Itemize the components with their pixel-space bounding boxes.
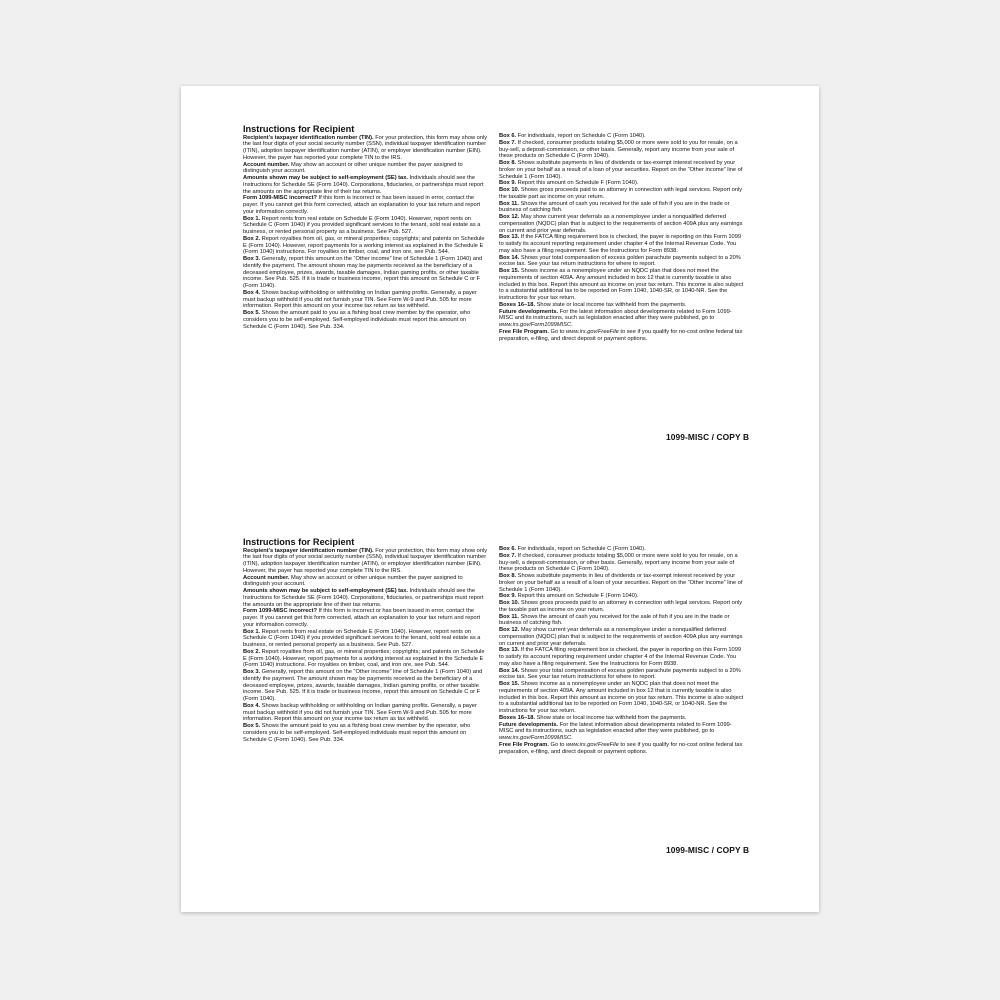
paragraph-heading: Box 3. [243, 256, 261, 262]
instruction-paragraph [499, 600, 745, 614]
paragraph-heading: Box 6. [499, 546, 517, 552]
paragraph-text: Shows income as a nonemployee under an NQDC plan that does not meet the requirements of section 409A. Any amount included in box 12 that is currently taxable is also included in this box. Report this amount as income on your tax return. This income is also subject to a substantial additional tax to be reported on Form 1040, 1040-SR, or 1040-NR. See the instructions for your tax return. [499, 268, 744, 301]
paragraph-heading: Box 10. [499, 187, 520, 193]
paragraph-text: Shows your total compensation of excess golden parachute payments subject to a 20% excise tax. See your tax return instructions for where to report. [499, 667, 741, 681]
paragraph-text: Shows substitute payments in lieu of dividends or tax-exempt interest received by your broker on your behalf as a result of a loan of your securities. Report on the “Other income” line of Schedule 1 (Form 1040). [499, 160, 743, 180]
paragraph-heading: Box 4. [243, 289, 261, 296]
form-copy-label: 1099-MISC / COPY B [666, 432, 750, 442]
paragraph-text: Shows backup withholding or withholding on Indian gaming profits. Generally, a payer must backup withhold if you did not furnish your TIN. See Form W-9 and Pub. 505 for more information. Report this amount on your income tax return as tax withheld. [243, 702, 477, 723]
paragraph-heading: Box 14. [499, 667, 520, 674]
paragraph-text: Shows the amount paid to you as a fishing boat crew member by the operator, who considers you to be self-employed. Self-employed individuals must report this amount on Schedule C (Form 1040). See Pub. 334. [243, 310, 471, 330]
instruction-paragraph [499, 681, 745, 715]
instruction-paragraph [243, 575, 489, 589]
paragraph-heading: Box 8. [499, 160, 517, 166]
instruction-paragraph [499, 742, 745, 756]
paragraph-heading: Box 11. [499, 613, 519, 620]
instruction-paragraph [243, 256, 489, 290]
paragraph-text: If this form is incorrect or has been issued in error, contact the payer. If you cannot get this form corrected, attach an explanation to your tax return and report your information correctly. [243, 195, 481, 215]
web-address: www.irs.gov/Form1099MISC [499, 735, 572, 741]
instruction-paragraph [243, 195, 489, 215]
paragraph-text: If checked, consumer products totaling $5,000 or more were sold to you for resale, on a buy-sell, a deposit-commission, or other basis. Generally, report any income from your sale of these products on Schedule C (Form 1040). [499, 139, 738, 160]
paragraph-heading: Box 6. [499, 133, 517, 139]
paragraph-heading: Box 13. [499, 647, 520, 654]
paragraph-text: Shows your total compensation of excess golden parachute payments subject to a 20% excise tax. See your tax return instructions for where to report. [499, 254, 741, 268]
paragraph-text: May show current year deferrals as a nonemployee under a nonqualified deferred compensation (NQDC) plan that is subject to the requirements of section 409A plus any earnings on current and prior year deferrals. [499, 214, 743, 234]
paragraph-text: If the FATCA filing requirement box is checked, the payer is reporting on this Form 1099 to satisfy its account reporting requirement under chapter 4 of the Internal Revenue Code. You may also have a filing requirement. See the Instructions for Form 8938. [499, 234, 742, 254]
instructions-heading: Instructions for Recipient [243, 124, 355, 134]
paragraph-text: For your protection, this form may show only the last four digits of your social security number (SSN), individual taxpayer identification number (ITIN), adoption taxpayer identification number (ATIN), or employer identification number (EIN). However, the payer has reported your complete TIN to the IRS. [243, 134, 488, 161]
paragraph-text: Shows the amount paid to you as a fishing boat crew member by the operator, who considers you to be self-employed. Self-employed individuals must report this amount on Schedule C (Form 1040). See Pub. 334. [243, 723, 471, 743]
instruction-paragraph [499, 573, 745, 593]
paragraph-heading: Recipient’s taxpayer identification number (TIN). [243, 547, 374, 554]
paragraph-heading: Box 7. [499, 552, 517, 559]
left-column [243, 537, 489, 743]
paragraph-text: Report this amount on Schedule F (Form 1040). [516, 593, 639, 600]
right-column [499, 133, 745, 342]
paragraph-text: Shows substitute payments in lieu of dividends or tax-exempt interest received by your broker on your behalf as a result of a loan of your securities. Report on the “Other income” line of Schedule 1 (Form 1040). [499, 573, 743, 593]
paragraph-text: If this form is incorrect or has been issued in error, contact the payer. If you cannot get this form corrected, attach an explanation to your tax return and report your information correctly. [243, 608, 481, 628]
instruction-paragraph [499, 553, 745, 573]
web-address: www.irs.gov/FreeFile [566, 328, 619, 335]
paragraph-text: Generally, report this amount on the “Other income” line of Schedule 1 (Form 1040) and identify the payment. The amount shown may be payments received as the beneficiary of a deceased employee, prizes, awards, taxable damages, Indian gaming profits, or other taxable income. See Pub. 525. If it is trade or business income, report this amount on Schedule C or F (Form 1040). [243, 669, 483, 702]
instruction-paragraph [243, 608, 489, 628]
instruction-paragraph [499, 180, 745, 187]
instruction-paragraph [243, 588, 489, 608]
paragraph-text: Individuals should see the Instructions for Schedule SE (Form 1040). Corporations, fiduciaries, or partnerships must report the amounts on the appropriate line of their tax returns. [243, 175, 484, 195]
paragraph-heading: Form 1099-MISC incorrect? [243, 195, 317, 202]
paragraph-text: If checked, consumer products totaling $5,000 or more were sold to you for resale, on a buy-sell, a deposit-commission, or other basis. Generally, report any income from your sale of these products on Schedule C (Form 1040). [499, 552, 738, 573]
instruction-paragraph [243, 175, 489, 195]
form-copy-label: 1099-MISC / COPY B [666, 845, 750, 855]
left-paragraphs [243, 548, 489, 744]
instruction-paragraph [243, 216, 489, 236]
paragraph-text: Report royalties from oil, gas, or mineral properties; copyrights; and patents on Schedule E (Form 1040). However, report payments for a working interest as explained in the Schedule E (Form 1040) instructions. For royalties on timber, coal, and iron ore, see Pub. 544. [243, 235, 485, 256]
paragraph-text: May show current year deferrals as a nonemployee under a nonqualified deferred compensation (NQDC) plan that is subject to the requirements of section 409A plus any earnings on current and prior year deferrals. [499, 627, 743, 647]
paragraph-heading: Recipient’s taxpayer identification number (TIN). [243, 134, 374, 141]
instruction-paragraph [243, 703, 489, 723]
copy-b-top [181, 86, 819, 499]
paragraph-heading: Box 8. [499, 573, 517, 579]
right-paragraphs [499, 546, 745, 755]
instruction-paragraph [499, 302, 745, 309]
copy-b-bottom [181, 499, 819, 912]
instruction-paragraph [499, 627, 745, 647]
paragraph-heading: Box 13. [499, 234, 520, 241]
paragraph-text: For your protection, this form may show only the last four digits of your social security number (SSN), individual taxpayer identification number (ITIN), adoption taxpayer identification number (ATIN), or employer identification number (EIN). However, the payer has reported your complete TIN to the IRS. [243, 547, 488, 574]
paragraph-text: Report rents from real estate on Schedule E (Form 1040). However, report rents on Schedule C (Form 1040) if you provided significant services to the tenant, sold real estate as a business, or rented personal property as a business. See Pub. 527. [243, 215, 481, 235]
instruction-paragraph [243, 310, 489, 330]
paragraph-heading: Account number. [243, 574, 290, 581]
paragraph-text: Report rents from real estate on Schedule E (Form 1040). However, report rents on Schedule C (Form 1040) if you provided significant services to the tenant, sold real estate as a business, or rented personal property as a business. See Pub. 527. [243, 628, 481, 648]
paragraph-text: Go to [548, 328, 567, 335]
instruction-paragraph [499, 722, 745, 742]
paragraph-heading: Account number. [243, 161, 290, 168]
instruction-paragraph [499, 214, 745, 234]
paragraph-heading: Future developments. [499, 721, 559, 728]
paragraph-heading: Free File Program. [499, 328, 549, 335]
instruction-paragraph [499, 201, 745, 215]
paragraph-text: For individuals, report on Schedule C (Form 1040). [516, 546, 646, 552]
paragraph-text: May show an account or other unique number the payer assigned to distinguish your account. [243, 574, 463, 588]
paragraph-heading: Box 1. [243, 215, 261, 222]
instruction-paragraph [243, 290, 489, 310]
paragraph-heading: Box 5. [243, 723, 261, 729]
paragraph-text: Generally, report this amount on the “Other income” line of Schedule 1 (Form 1040) and identify the payment. The amount shown may be payments received as the beneficiary of a deceased employee, prizes, awards, taxable damages, Indian gaming profits, or other taxable income. See Pub. 525. If it is trade or business income, report this amount on Schedule C or F (Form 1040). [243, 256, 483, 289]
instruction-paragraph [499, 234, 745, 254]
paragraph-text: Go to [548, 741, 567, 748]
instruction-paragraph [243, 629, 489, 649]
instruction-paragraph [243, 548, 489, 575]
paragraph-text: Show state or local income tax withheld from the payments. [535, 301, 687, 308]
instruction-paragraph [499, 133, 745, 140]
instruction-paragraph [243, 669, 489, 703]
instruction-paragraph [499, 160, 745, 180]
paragraph-text: Individuals should see the Instructions for Schedule SE (Form 1040). Corporations, fiduciaries, or partnerships must report the amounts on the appropriate line of their tax returns. [243, 588, 484, 608]
paragraph-heading: Box 15. [499, 268, 520, 274]
paragraph-tail: . [571, 735, 573, 741]
paragraph-heading: Box 15. [499, 681, 520, 687]
paragraph-heading: Box 9. [499, 593, 517, 600]
paragraph-heading: Future developments. [499, 308, 559, 315]
paragraph-heading: Free File Program. [499, 741, 549, 748]
instruction-paragraph [243, 162, 489, 176]
paragraph-text: Shows gross proceeds paid to an attorney in connection with legal services. Report only the taxable part as income on your return. [499, 600, 743, 613]
paragraph-heading: Form 1099-MISC incorrect? [243, 608, 317, 615]
left-paragraphs [243, 135, 489, 331]
paragraph-heading: Boxes 16–18. [499, 301, 536, 308]
paragraph-heading: Amounts shown may be subject to self-employment (SE) tax. [243, 588, 408, 594]
paragraph-heading: Amounts shown may be subject to self-employment (SE) tax. [243, 175, 408, 181]
instruction-paragraph [499, 255, 745, 269]
web-address: www.irs.gov/FreeFile [566, 741, 619, 748]
paragraph-text: Shows the amount of cash you received for the sale of fish if you are in the trade or business of catching fish. [499, 200, 730, 214]
instruction-paragraph [499, 329, 745, 343]
instruction-paragraph [499, 546, 745, 553]
paragraph-tail: to see if you qualify for no-cost online federal tax preparation, e-filing, and direct deposit or payment options. [499, 328, 743, 342]
right-column [499, 546, 745, 755]
paragraph-heading: Box 2. [243, 235, 261, 242]
instructions-heading: Instructions for Recipient [243, 537, 355, 547]
paragraph-text: If the FATCA filing requirement box is checked, the payer is reporting on this Form 1099 to satisfy its account reporting requirement under chapter 4 of the Internal Revenue Code. You may also have a filing requirement. See the Instructions for Form 8938. [499, 647, 742, 667]
instruction-paragraph [243, 649, 489, 669]
paragraph-text: Report this amount on Schedule F (Form 1040). [516, 180, 639, 187]
instruction-paragraph [243, 236, 489, 256]
paragraph-text: For individuals, report on Schedule C (Form 1040). [516, 133, 646, 139]
paragraph-text: Shows the amount of cash you received for the sale of fish if you are in the trade or business of catching fish. [499, 613, 730, 627]
paragraph-heading: Boxes 16–18. [499, 714, 536, 721]
paragraph-heading: Box 11. [499, 200, 519, 207]
paragraph-tail: to see if you qualify for no-cost online federal tax preparation, e-filing, and direct deposit or payment options. [499, 741, 743, 755]
paragraph-text: For the latest information about developments related to Form 1099-MISC and its instructions, such as legislation enacted after they were published, go to [499, 308, 732, 322]
paragraph-text: For the latest information about developments related to Form 1099-MISC and its instructions, such as legislation enacted after they were published, go to [499, 721, 732, 735]
instruction-paragraph [499, 309, 745, 329]
right-paragraphs [499, 133, 745, 342]
paragraph-heading: Box 10. [499, 600, 520, 606]
paragraph-heading: Box 4. [243, 702, 261, 709]
paragraph-heading: Box 7. [499, 139, 517, 146]
form-sheet [181, 86, 819, 912]
instruction-paragraph [243, 135, 489, 162]
instruction-paragraph [499, 268, 745, 302]
web-address: www.irs.gov/Form1099MISC [499, 322, 572, 328]
instruction-paragraph [499, 140, 745, 160]
paragraph-tail: . [571, 322, 573, 328]
instruction-paragraph [499, 715, 745, 722]
instruction-paragraph [499, 668, 745, 682]
paragraph-text: Shows backup withholding or withholding on Indian gaming profits. Generally, a payer must backup withhold if you did not furnish your TIN. See Form W-9 and Pub. 505 for more information. Report this amount on your income tax return as tax withheld. [243, 289, 477, 310]
instruction-paragraph [499, 593, 745, 600]
paragraph-heading: Box 9. [499, 180, 517, 187]
instruction-paragraph [243, 723, 489, 743]
paragraph-text: Shows income as a nonemployee under an NQDC plan that does not meet the requirements of section 409A. Any amount included in box 12 that is currently taxable is also included in this box. Report this amount as income on your tax return. This income is also subject to a substantial additional tax to be reported on Form 1040, 1040-SR, or 1040-NR. See the instructions for your tax return. [499, 681, 744, 714]
instruction-paragraph [499, 187, 745, 201]
paragraph-heading: Box 1. [243, 628, 261, 635]
left-column [243, 124, 489, 330]
instruction-paragraph [499, 614, 745, 628]
paragraph-heading: Box 12. [499, 214, 520, 220]
paragraph-heading: Box 2. [243, 648, 261, 655]
paragraph-text: May show an account or other unique number the payer assigned to distinguish your account. [243, 161, 463, 175]
paragraph-text: Report royalties from oil, gas, or mineral properties; copyrights; and patents on Schedule E (Form 1040). However, report payments for a working interest as explained in the Schedule E (Form 1040) instructions. For royalties on timber, coal, and iron ore, see Pub. 544. [243, 648, 485, 669]
paragraph-text: Shows gross proceeds paid to an attorney in connection with legal services. Report only the taxable part as income on your return. [499, 187, 743, 200]
paragraph-heading: Box 14. [499, 254, 520, 261]
instruction-paragraph [499, 647, 745, 667]
paragraph-heading: Box 3. [243, 669, 261, 675]
paragraph-heading: Box 5. [243, 310, 261, 316]
paragraph-heading: Box 12. [499, 627, 520, 633]
paragraph-text: Show state or local income tax withheld from the payments. [535, 714, 687, 721]
